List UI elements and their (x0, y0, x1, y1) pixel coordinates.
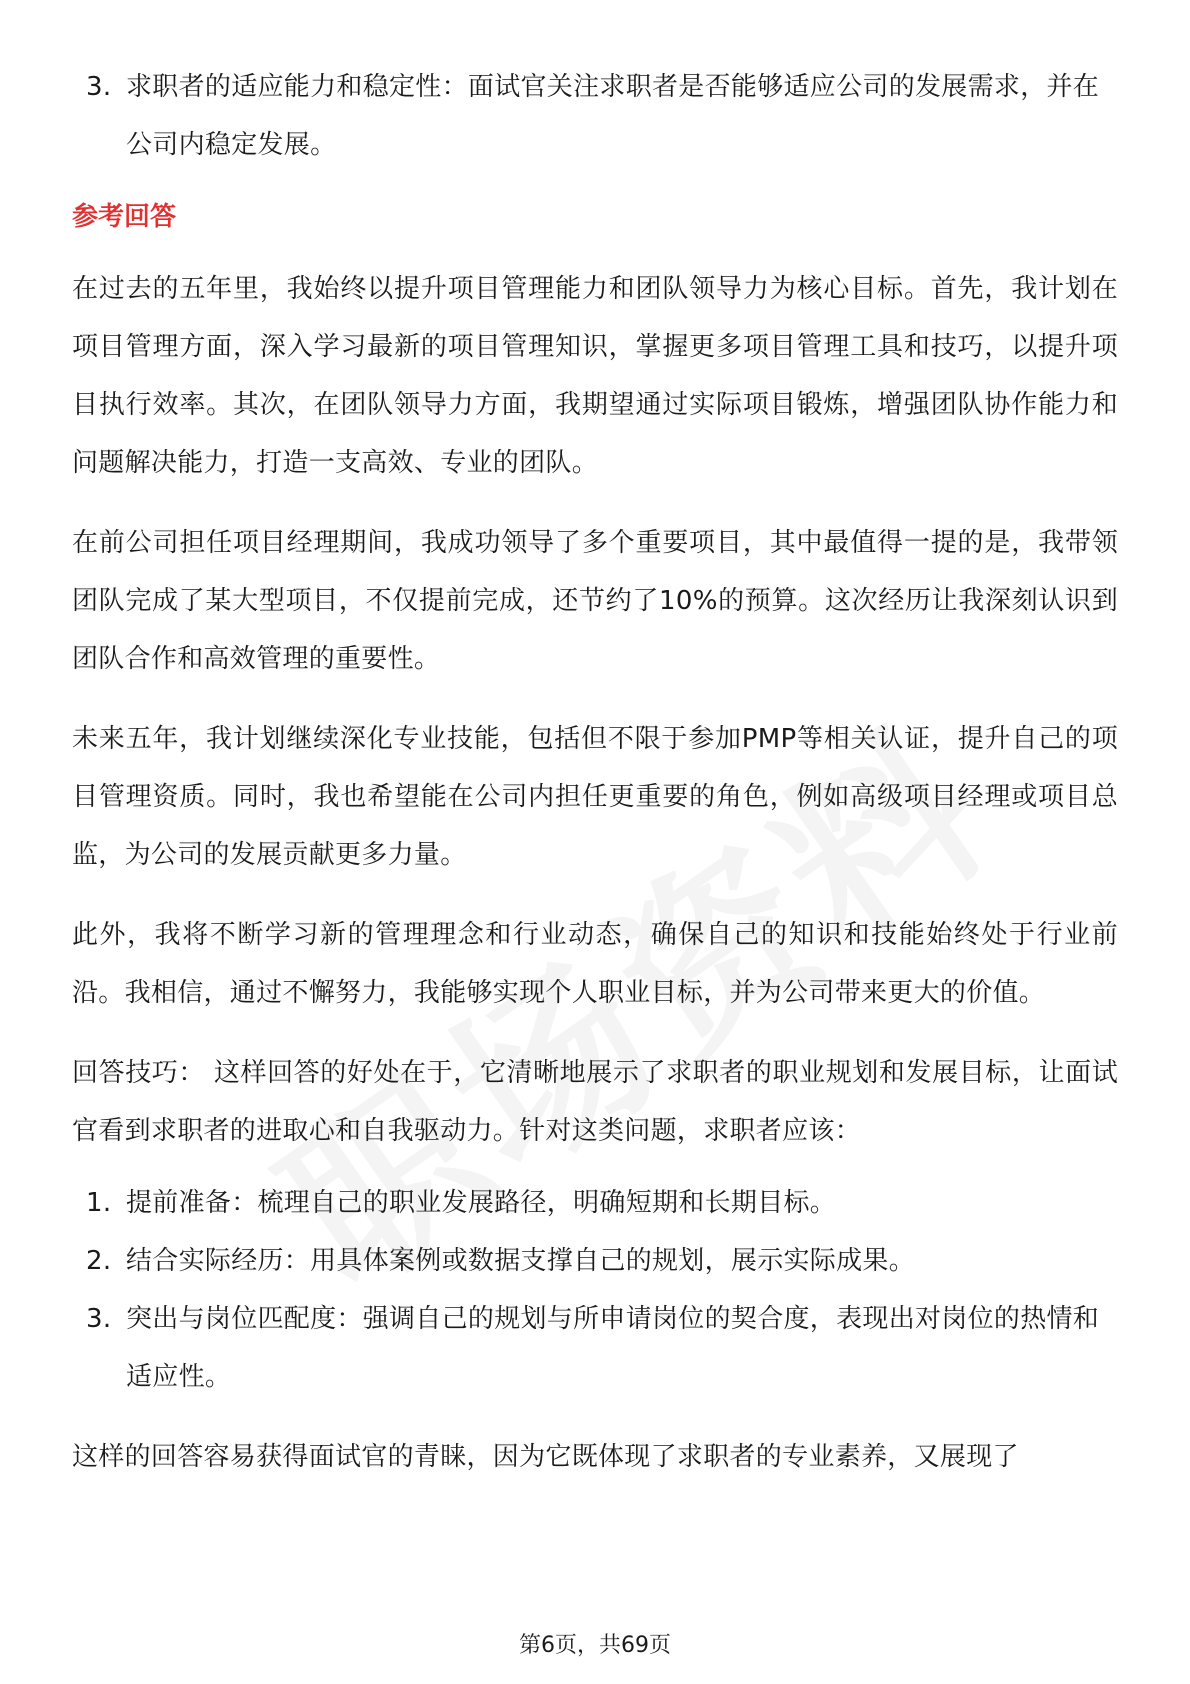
list-item (72, 58, 1118, 174)
list-item (72, 1174, 1118, 1232)
list-item (72, 1232, 1118, 1290)
list-item-number: 2. (86, 1246, 112, 1276)
closing-paragraph: 这样的回答容易获得面试官的青睐，因为它既体现了求职者的专业素养，又展现了 (72, 1442, 1019, 1472)
section-heading: 参考回答 (72, 202, 177, 232)
tips-intro: 回答技巧： 这样回答的好处在于，它清晰地展示了求职者的职业规划和发展目标，让面试官看到求职者的进取心和自我驱动力。针对这类问题，求职者应该： (72, 1058, 1118, 1146)
list-item-number: 3. (86, 72, 112, 102)
list-item (72, 1290, 1118, 1406)
list-item-number: 1. (86, 1188, 112, 1218)
list-item-text: 结合实际经历：用具体案例或数据支撑自己的规划，展示实际成果。 (126, 1246, 916, 1276)
criteria-list (72, 58, 1118, 174)
page-content (72, 58, 1118, 1486)
list-item-text: 求职者的适应能力和稳定性：面试官关注求职者是否能够适应公司的发展需求，并在公司内稳定发展。 (126, 72, 1100, 160)
list-item-number: 3. (86, 1304, 112, 1334)
tips-list (72, 1174, 1118, 1406)
list-item-text: 提前准备：梳理自己的职业发展路径，明确短期和长期目标。 (126, 1188, 837, 1218)
page-number: 第6页，共69页 (519, 1633, 671, 1658)
list-item-text: 突出与岗位匹配度：强调自己的规划与所申请岗位的契合度，表现出对岗位的热情和适应性。 (126, 1304, 1100, 1392)
answer-paragraph: 此外，我将不断学习新的管理理念和行业动态，确保自己的知识和技能始终处于行业前沿。我相信，通过不懈努力，我能够实现个人职业目标，并为公司带来更大的价值。 (72, 920, 1118, 1008)
answer-paragraph: 在前公司担任项目经理期间，我成功领导了多个重要项目，其中最值得一提的是，我带领团队完成了某大型项目，不仅提前完成，还节约了10%的预算。这次经历让我深刻认识到团队合作和高效管理的重要性。 (72, 528, 1118, 674)
answer-paragraph: 未来五年，我计划继续深化专业技能，包括但不限于参加PMP等相关认证，提升自己的项目管理资质。同时，我也希望能在公司内担任更重要的角色，例如高级项目经理或项目总监，为公司的发展贡献更多力量。 (72, 724, 1118, 870)
answer-paragraph: 在过去的五年里，我始终以提升项目管理能力和团队领导力为核心目标。首先，我计划在项目管理方面，深入学习最新的项目管理知识，掌握更多项目管理工具和技巧，以提升项目执行效率。其次，在团队领导力方面，我期望通过实际项目锻炼，增强团队协作能力和问题解决能力，打造一支高效、专业的团队。 (72, 274, 1118, 478)
